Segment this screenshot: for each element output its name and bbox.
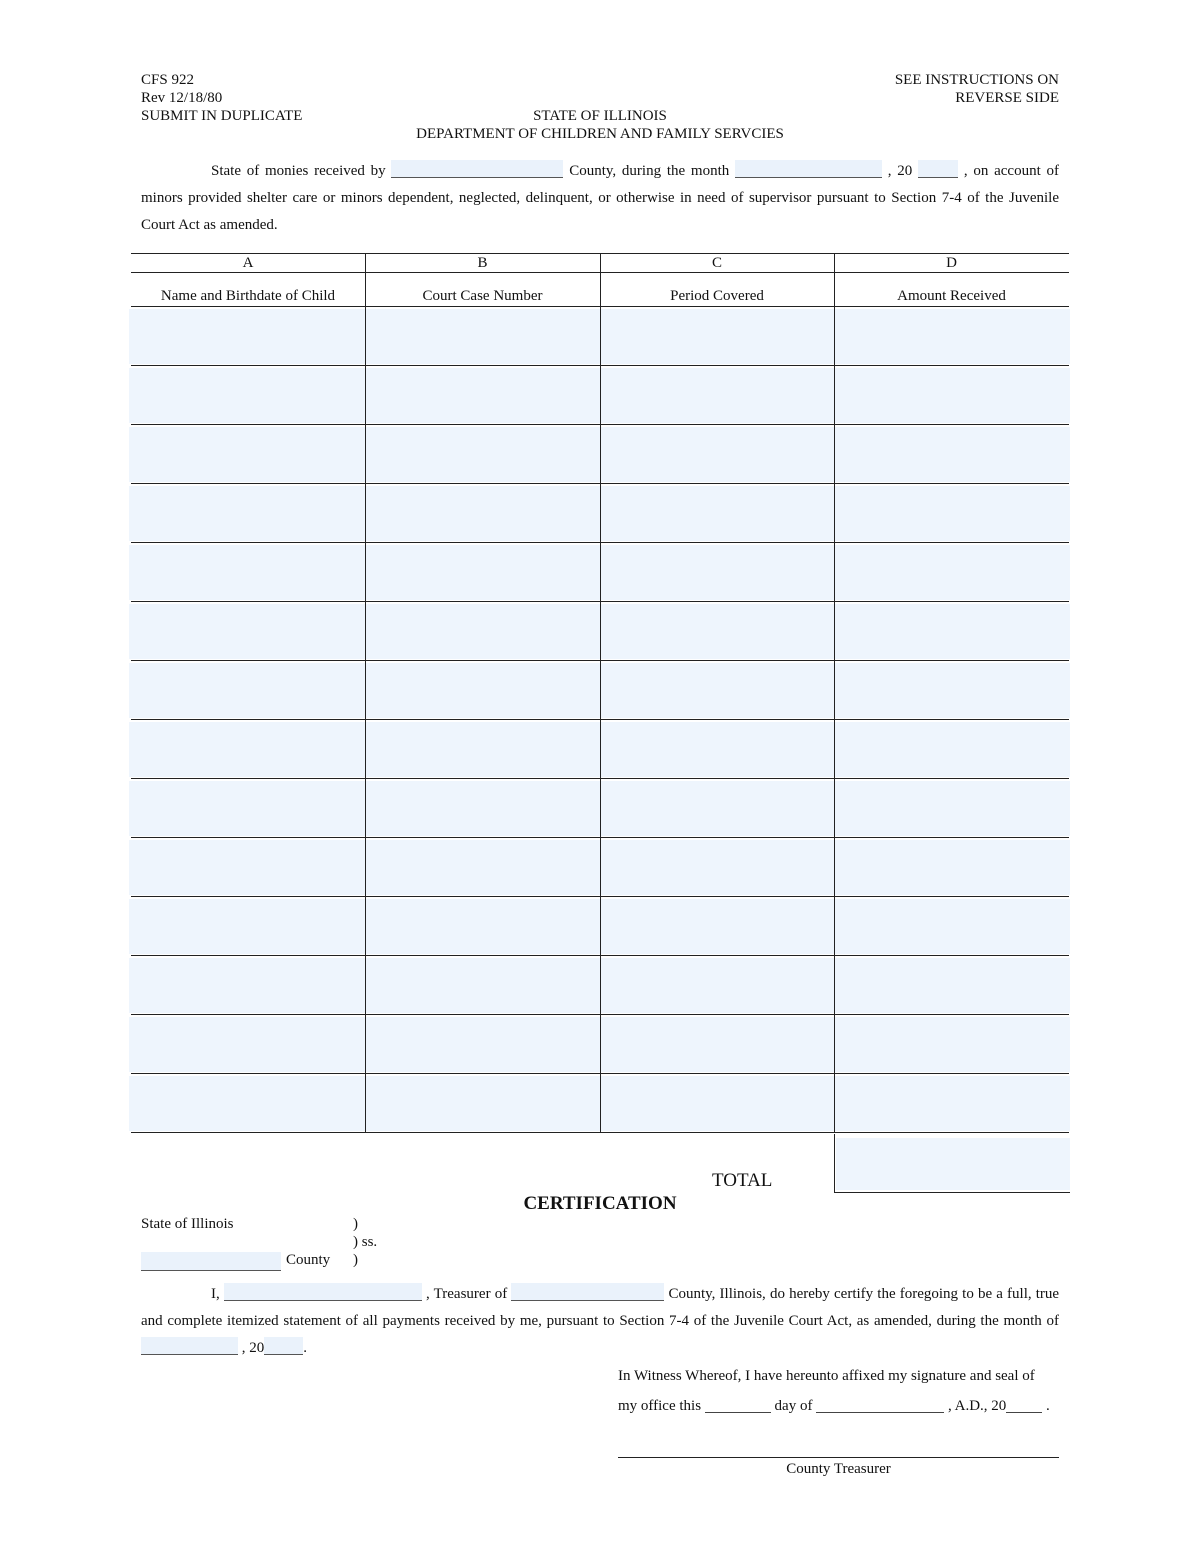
table-cell-period[interactable]: [601, 899, 834, 954]
statement-body: County, Illinois, do hereby certify the foregoing to be a full, true and complete itemized statement of all payments received by me, pursuant to Section 7-4 of the Juvenile Court Act, as amended, during the month of: [141, 1286, 1060, 1329]
table-cell-amount[interactable]: [835, 781, 1070, 836]
table-cell-amount[interactable]: [835, 545, 1070, 600]
intro-text-3: , 20: [887, 163, 913, 179]
table-cell-name-birthdate[interactable]: [129, 486, 365, 541]
month-field[interactable]: [735, 160, 882, 178]
state-heading: STATE OF ILLINOIS: [533, 108, 667, 124]
table-cell-name-birthdate[interactable]: [129, 663, 365, 718]
table-cell-period[interactable]: [601, 368, 834, 423]
treasurer-name-field[interactable]: [224, 1283, 422, 1301]
state-of-illinois-label: State of Illinois: [141, 1216, 234, 1232]
table-cell-name-birthdate[interactable]: [129, 781, 365, 836]
intro-text-1: State of monies received by: [211, 163, 386, 179]
table-cell-name-birthdate[interactable]: [129, 1076, 365, 1131]
table-cell-period[interactable]: [601, 486, 834, 541]
table-cell-amount[interactable]: [835, 958, 1070, 1013]
intro-paragraph: [141, 158, 1059, 239]
table-cell-court-case[interactable]: [366, 899, 600, 954]
witness-month-field[interactable]: [816, 1395, 944, 1413]
table-cell-name-birthdate[interactable]: [129, 309, 365, 364]
table-cell-name-birthdate[interactable]: [129, 368, 365, 423]
table-cell-amount[interactable]: [835, 722, 1070, 777]
venue-county-field[interactable]: [141, 1252, 281, 1271]
venue-county-label: County: [286, 1252, 331, 1268]
table-cell-court-case[interactable]: [366, 309, 600, 364]
column-divider: [365, 307, 366, 1133]
witness-end: .: [1046, 1398, 1050, 1414]
column-divider: [600, 307, 601, 1133]
table-cell-name-birthdate[interactable]: [129, 1017, 365, 1072]
table-cell-name-birthdate[interactable]: [129, 958, 365, 1013]
submit-note: SUBMIT IN DUPLICATE: [141, 108, 303, 124]
table-cell-court-case[interactable]: [366, 958, 600, 1013]
table-cell-period[interactable]: [601, 1076, 834, 1131]
total-label: TOTAL: [712, 1170, 773, 1191]
table-cell-period[interactable]: [601, 427, 834, 482]
table-cell-name-birthdate[interactable]: [129, 427, 365, 482]
witness-year-field[interactable]: [1006, 1395, 1042, 1413]
table-cell-amount[interactable]: [835, 427, 1070, 482]
statement-year-prefix: , 20: [241, 1340, 265, 1356]
table-cell-court-case[interactable]: [366, 1076, 600, 1131]
table-cell-period[interactable]: [601, 309, 834, 364]
table-cell-amount[interactable]: [835, 309, 1070, 364]
column-letter-a: A: [242, 255, 254, 271]
statement-year-field[interactable]: [264, 1337, 303, 1355]
table-cell-court-case[interactable]: [366, 368, 600, 423]
table-cell-period[interactable]: [601, 958, 834, 1013]
certification-statement: [141, 1281, 1059, 1362]
instructions-note-line2: REVERSE SIDE: [955, 90, 1059, 106]
table-cell-court-case[interactable]: [366, 1017, 600, 1072]
table-cell-period[interactable]: [601, 722, 834, 777]
year-field[interactable]: [918, 160, 958, 178]
witness-line-1: In Witness Whereof, I have hereunto affixed my signature and seal of: [618, 1368, 1035, 1384]
table-cell-amount[interactable]: [835, 663, 1070, 718]
table-cell-court-case[interactable]: [366, 722, 600, 777]
witness-office-text: my office this: [618, 1398, 702, 1414]
department-heading: DEPARTMENT OF CHILDREN AND FAMILY SERVCIES: [416, 126, 784, 142]
table-cell-court-case[interactable]: [366, 663, 600, 718]
signature-label: County Treasurer: [786, 1461, 891, 1477]
treasurer-county-field[interactable]: [511, 1283, 664, 1301]
column-letter-d: D: [946, 255, 957, 271]
signature-line[interactable]: [618, 1457, 1059, 1458]
table-cell-amount[interactable]: [835, 368, 1070, 423]
venue-paren-1: ): [353, 1216, 358, 1232]
table-cell-period[interactable]: [601, 663, 834, 718]
table-cell-period[interactable]: [601, 840, 834, 895]
witness-day-field[interactable]: [705, 1395, 771, 1413]
column-header-name-birthdate: Name and Birthdate of Child: [160, 288, 336, 304]
table-cell-name-birthdate[interactable]: [129, 604, 365, 659]
column-divider: [834, 307, 835, 1133]
witness-ad-text: , A.D., 20: [947, 1398, 1007, 1414]
table-cell-amount[interactable]: [835, 1076, 1070, 1131]
witness-day-of-text: day of: [774, 1398, 813, 1414]
table-cell-amount[interactable]: [835, 1017, 1070, 1072]
intro-text-4: , on account of minors provided shelter care or minors dependent, neglected, delinquent, or otherwise in need of supervisor pursuant to Section 7-4 of the Juvenile Court Act as amended.: [141, 163, 1060, 233]
table-cell-court-case[interactable]: [366, 781, 600, 836]
table-cell-period[interactable]: [601, 604, 834, 659]
table-cell-court-case[interactable]: [366, 427, 600, 482]
column-letter-b: B: [477, 255, 488, 271]
witness-line-2: [618, 1395, 1050, 1415]
table-cell-period[interactable]: [601, 781, 834, 836]
table-cell-amount[interactable]: [835, 899, 1070, 954]
table-cell-name-birthdate[interactable]: [129, 840, 365, 895]
statement-end: .: [303, 1340, 307, 1356]
statement-month-field[interactable]: [141, 1337, 238, 1355]
table-cell-period[interactable]: [601, 545, 834, 600]
table-cell-name-birthdate[interactable]: [129, 545, 365, 600]
total-amount-field[interactable]: [836, 1138, 1070, 1190]
table-cell-period[interactable]: [601, 1017, 834, 1072]
table-cell-name-birthdate[interactable]: [129, 899, 365, 954]
column-letter-c: C: [711, 255, 722, 271]
table-cell-court-case[interactable]: [366, 545, 600, 600]
column-header-court-case: Court Case Number: [422, 288, 543, 304]
venue-paren-3: ): [353, 1252, 358, 1268]
statement-treasurer-of: , Treasurer of: [426, 1286, 508, 1302]
form-number: CFS 922: [141, 72, 194, 88]
table-cell-amount[interactable]: [835, 840, 1070, 895]
statement-i: I,: [211, 1286, 220, 1302]
total-box-left-edge: [834, 1134, 835, 1193]
form-revision: Rev 12/18/80: [141, 90, 223, 106]
intro-text-2: County, during the month: [569, 163, 730, 179]
table-cell-amount[interactable]: [835, 604, 1070, 659]
table-cell-court-case[interactable]: [366, 486, 600, 541]
county-name-field[interactable]: [391, 160, 563, 178]
table-cell-court-case[interactable]: [366, 604, 600, 659]
table-cell-court-case[interactable]: [366, 840, 600, 895]
instructions-note-line1: SEE INSTRUCTIONS ON: [894, 72, 1059, 88]
venue-paren-ss: ) ss.: [353, 1234, 378, 1250]
column-header-amount: Amount Received: [897, 288, 1006, 304]
table-cell-amount[interactable]: [835, 486, 1070, 541]
column-header-period: Period Covered: [670, 288, 764, 304]
certification-title: CERTIFICATION: [523, 1193, 677, 1214]
table-cell-name-birthdate[interactable]: [129, 722, 365, 777]
